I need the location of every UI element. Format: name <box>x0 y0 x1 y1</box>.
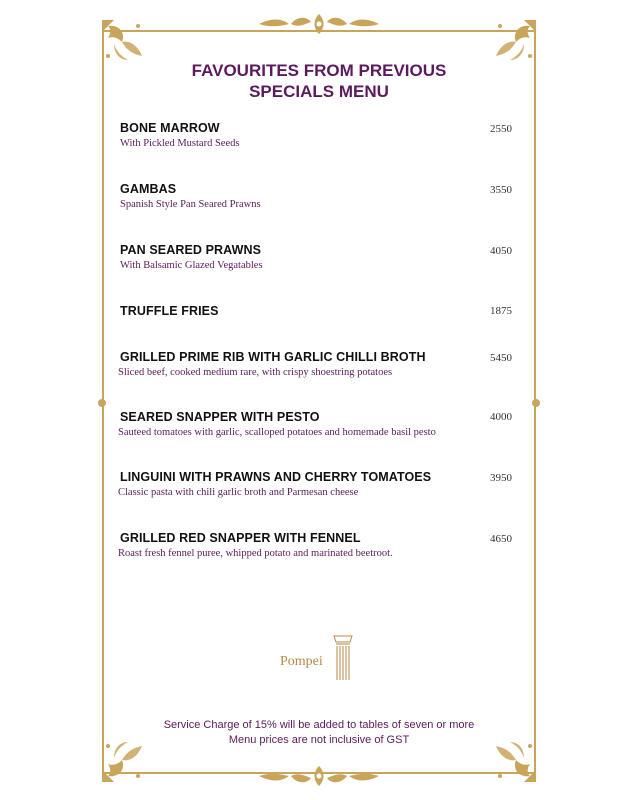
menu-item-description: Classic pasta with chili garlic broth and Parmesan cheese <box>118 487 359 498</box>
menu-item <box>120 121 520 149</box>
menu-title <box>110 60 528 102</box>
menu-item-description: Sauteed tomatoes with garlic, scalloped potatoes and homemade basil pesto <box>118 427 436 438</box>
menu-item-price: 4000 <box>490 411 512 423</box>
menu-item-price: 4050 <box>490 245 512 257</box>
pompei-logo <box>280 634 360 684</box>
border-dot-icon <box>532 399 540 407</box>
border-dot-icon <box>98 399 106 407</box>
menu-item-price: 2550 <box>490 123 512 135</box>
menu-item <box>120 410 520 438</box>
menu-title-line-2: SPECIALS MENU <box>249 82 389 101</box>
gst-note: Menu prices are not inclusive of GST <box>228 734 410 746</box>
menu-item <box>120 350 520 378</box>
menu-item-description: With Balsamic Glazed Vegatables <box>120 260 263 271</box>
column-icon <box>332 634 354 684</box>
scroll-flourish-icon <box>259 12 379 36</box>
menu-item-description: With Pickled Mustard Seeds <box>120 138 240 149</box>
menu-item-name: SEARED SNAPPER WITH PESTO <box>120 410 320 424</box>
menu-item-price: 5450 <box>490 352 512 364</box>
menu-item <box>120 304 520 318</box>
menu-item-description: Sliced beef, cooked medium rare, with crispy shoestring potatoes <box>118 367 393 378</box>
service-charge-note: Service Charge of 15% will be added to tables of seven or more <box>163 719 475 731</box>
scroll-flourish-icon <box>259 764 379 788</box>
menu-item-name: BONE MARROW <box>120 121 220 135</box>
fleur-de-lis-corner-icon <box>492 18 538 64</box>
menu-title-line-1: FAVOURITES FROM PREVIOUS <box>191 61 447 80</box>
menu-item-price: 3550 <box>490 184 512 196</box>
menu-item-description: Spanish Style Pan Seared Prawns <box>120 199 261 210</box>
menu-item <box>120 182 520 210</box>
menu-item-name: LINGUINI WITH PRAWNS AND CHERRY TOMATOES <box>120 470 432 484</box>
menu-item-name: GRILLED PRIME RIB WITH GARLIC CHILLI BROTH <box>120 350 426 364</box>
menu-item-name: GRILLED RED SNAPPER WITH FENNEL <box>120 531 361 545</box>
menu-item-price: 4650 <box>490 533 512 545</box>
menu-item-name: PAN SEARED PRAWNS <box>120 243 262 257</box>
menu-item-description: Roast fresh fennel puree, whipped potato and marinated beetroot. <box>118 548 393 559</box>
logo-text: Pompei <box>280 654 323 669</box>
menu-item-name: TRUFFLE FRIES <box>120 304 219 318</box>
menu-item <box>120 470 520 498</box>
menu-item <box>120 531 520 559</box>
fleur-de-lis-corner-icon <box>100 18 146 64</box>
menu-item-price: 3950 <box>490 472 512 484</box>
menu-item-price: 1875 <box>490 305 512 317</box>
menu-item <box>120 243 520 271</box>
menu-item-name: GAMBAS <box>120 182 177 196</box>
